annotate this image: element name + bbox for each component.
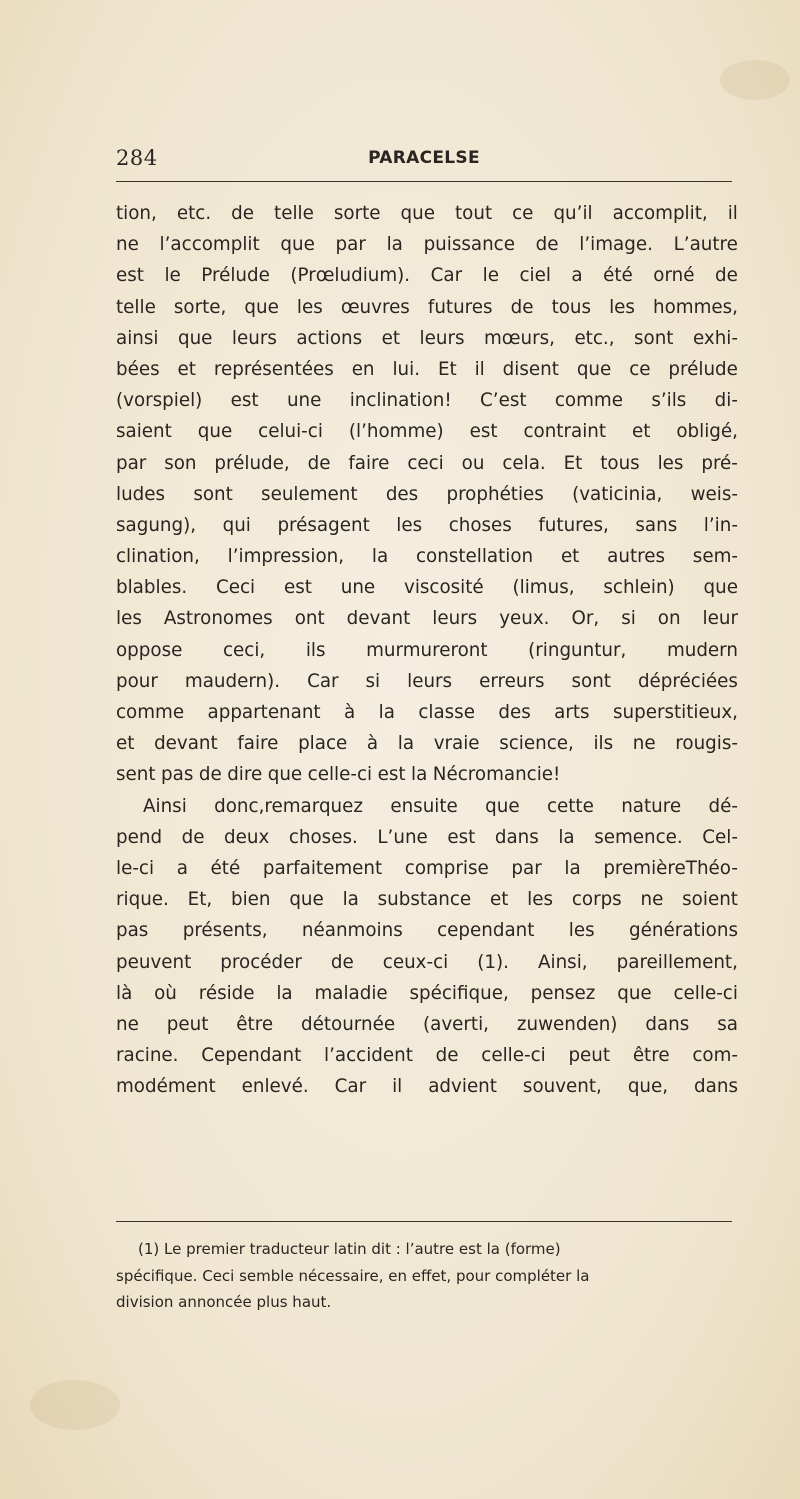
word: mudern bbox=[666, 639, 738, 661]
word: peut bbox=[568, 1045, 611, 1067]
word: ludes bbox=[116, 483, 166, 505]
word: rougis- bbox=[675, 733, 738, 755]
word: etc., bbox=[574, 327, 615, 349]
word: leurs bbox=[419, 327, 465, 349]
word: néanmoins bbox=[301, 920, 403, 942]
word: leurs bbox=[432, 608, 478, 630]
word: leur bbox=[702, 608, 738, 630]
word: celle-ci bbox=[673, 982, 738, 1004]
word: que bbox=[485, 795, 520, 817]
word: cette bbox=[546, 795, 594, 817]
word: Cependant bbox=[201, 1045, 302, 1067]
word: sans bbox=[635, 514, 678, 536]
word: été bbox=[603, 265, 633, 287]
word: erreurs bbox=[479, 670, 545, 692]
paper-stain bbox=[30, 1380, 120, 1430]
page-header bbox=[116, 146, 732, 174]
word: celle-ci bbox=[481, 1045, 546, 1067]
word: Et bbox=[563, 452, 583, 474]
text-line bbox=[116, 978, 738, 1009]
word: des bbox=[385, 483, 419, 505]
page-number: 284 bbox=[116, 146, 158, 170]
text-line bbox=[116, 198, 738, 229]
word: que bbox=[280, 234, 315, 256]
word: être bbox=[632, 1045, 670, 1067]
word: ceci, bbox=[222, 639, 266, 661]
word: de bbox=[330, 951, 354, 973]
word: les bbox=[296, 296, 323, 318]
text-line bbox=[116, 666, 738, 697]
word: (l’homme) bbox=[348, 421, 444, 443]
word: dé- bbox=[708, 795, 738, 817]
word: (Prœludium). bbox=[290, 265, 411, 287]
word: il bbox=[727, 203, 738, 224]
word: inclination! bbox=[349, 390, 452, 412]
word: ensuite bbox=[390, 795, 458, 817]
text-line bbox=[116, 479, 738, 510]
word: blables. bbox=[116, 577, 188, 599]
word: (ringuntur, bbox=[528, 639, 627, 661]
text-line bbox=[116, 884, 738, 915]
word: de bbox=[435, 1045, 459, 1067]
word: que bbox=[267, 764, 303, 786]
text-line bbox=[116, 635, 738, 666]
word: prélude, bbox=[214, 452, 290, 474]
word: bées bbox=[116, 358, 160, 380]
footnote-line: division annoncée plus haut. bbox=[116, 1293, 332, 1311]
word: et bbox=[177, 358, 196, 380]
word: exhi- bbox=[692, 327, 738, 349]
word: ce bbox=[629, 358, 651, 380]
text-line bbox=[116, 1040, 738, 1071]
word: si bbox=[365, 670, 381, 692]
text-line bbox=[116, 728, 738, 759]
word: com- bbox=[692, 1045, 738, 1067]
word: peuvent bbox=[116, 951, 192, 973]
word: la bbox=[276, 982, 293, 1004]
word: seulement bbox=[261, 483, 358, 505]
word: substance bbox=[377, 889, 472, 911]
word: dans bbox=[694, 1076, 738, 1098]
word: la bbox=[564, 857, 581, 879]
word: pas bbox=[161, 764, 194, 786]
word: comme bbox=[554, 390, 623, 412]
word: ceux-ci bbox=[382, 951, 449, 973]
word: ne bbox=[116, 1013, 139, 1035]
word: leurs bbox=[231, 327, 277, 349]
word: le-ci bbox=[116, 857, 155, 879]
word: les bbox=[116, 608, 142, 630]
word: vraie bbox=[433, 733, 480, 755]
word: œuvres bbox=[340, 296, 410, 318]
word: ou bbox=[461, 452, 485, 474]
word: ils bbox=[305, 639, 326, 661]
word: pré- bbox=[701, 452, 738, 474]
word: est bbox=[469, 421, 498, 443]
word: actions bbox=[296, 327, 363, 349]
word: est bbox=[447, 826, 476, 848]
text-line bbox=[116, 541, 738, 572]
word: ne bbox=[632, 733, 656, 755]
word: advient bbox=[428, 1076, 497, 1098]
word: présents, bbox=[182, 920, 268, 942]
text-line bbox=[116, 323, 738, 354]
word: sorte bbox=[333, 203, 381, 224]
word: ont bbox=[294, 608, 325, 630]
word: pensez bbox=[530, 982, 596, 1004]
text-line bbox=[116, 292, 738, 323]
word: classe bbox=[418, 702, 475, 723]
word: et bbox=[631, 421, 651, 443]
word: là bbox=[116, 982, 133, 1004]
word: viscosité bbox=[404, 577, 484, 599]
word: que bbox=[197, 421, 233, 443]
word: sent bbox=[116, 764, 156, 786]
word: soient bbox=[682, 889, 738, 911]
word: Car bbox=[430, 265, 463, 287]
word: obligé, bbox=[676, 421, 738, 443]
word: que bbox=[289, 889, 324, 911]
text-line bbox=[116, 697, 738, 728]
word: cependant bbox=[437, 920, 535, 942]
word: générations bbox=[629, 920, 738, 942]
header-rule bbox=[116, 181, 732, 182]
word: souvent, bbox=[522, 1076, 602, 1098]
word: la bbox=[411, 764, 428, 786]
word: par bbox=[511, 857, 542, 879]
word: parfaitement bbox=[262, 857, 383, 879]
word: les bbox=[657, 452, 684, 474]
word: qui bbox=[222, 514, 251, 536]
word: que, bbox=[627, 1076, 669, 1098]
word: C’est bbox=[480, 390, 527, 412]
word: Car bbox=[307, 670, 339, 692]
word: et bbox=[489, 889, 509, 911]
word: la bbox=[386, 234, 403, 256]
word: L’autre bbox=[673, 234, 738, 256]
word: cela. bbox=[502, 452, 546, 474]
word: premièreThéo- bbox=[603, 857, 738, 879]
word: procéder bbox=[220, 951, 302, 973]
word: tous bbox=[600, 452, 640, 474]
word: les bbox=[527, 889, 554, 911]
word: à bbox=[366, 733, 379, 755]
text-line bbox=[116, 416, 738, 447]
word: prophéties bbox=[446, 483, 544, 505]
word: sagung), bbox=[116, 514, 197, 536]
word: est bbox=[283, 577, 312, 599]
word: il bbox=[392, 1076, 403, 1098]
word: à bbox=[344, 702, 356, 723]
text-line bbox=[116, 947, 738, 978]
word: est bbox=[116, 265, 144, 287]
word: arts bbox=[554, 702, 590, 723]
word: dépréciées bbox=[637, 670, 738, 692]
word: Ainsi bbox=[143, 795, 187, 817]
word: comme bbox=[116, 702, 185, 723]
text-line bbox=[116, 822, 738, 853]
word: par bbox=[335, 234, 366, 256]
word: a bbox=[571, 265, 583, 287]
word: pend bbox=[116, 826, 163, 848]
word: sem- bbox=[692, 546, 738, 568]
word: Ainsi, bbox=[538, 951, 588, 973]
word: faire bbox=[237, 733, 279, 755]
word: de bbox=[535, 234, 559, 256]
text-line bbox=[116, 510, 738, 541]
footnote-rule bbox=[116, 1221, 732, 1222]
word: deux bbox=[224, 826, 270, 848]
word: que bbox=[177, 327, 213, 349]
word: orné bbox=[653, 265, 695, 287]
word: on bbox=[657, 608, 681, 630]
word: yeux. bbox=[499, 608, 550, 630]
word: hommes, bbox=[653, 296, 738, 318]
word: que bbox=[576, 358, 612, 380]
word: qu’il bbox=[553, 203, 593, 224]
word: devant bbox=[346, 608, 411, 630]
word: futures, bbox=[538, 514, 609, 536]
word: ils bbox=[593, 733, 614, 755]
text-line bbox=[116, 448, 738, 479]
word: saient bbox=[116, 421, 172, 443]
word: si bbox=[621, 608, 636, 630]
word: ainsi bbox=[116, 327, 159, 349]
word: weis- bbox=[690, 483, 738, 505]
word: Car bbox=[334, 1076, 367, 1098]
word: où bbox=[154, 982, 177, 1004]
word: par bbox=[116, 452, 147, 474]
word: telle bbox=[274, 203, 314, 224]
word: s’ils bbox=[651, 390, 687, 412]
word: Cel- bbox=[702, 826, 738, 848]
word: comprise bbox=[404, 857, 489, 879]
word: pour bbox=[116, 670, 158, 692]
word: nature bbox=[621, 795, 682, 817]
word: peut bbox=[166, 1013, 209, 1035]
word: science, bbox=[499, 733, 574, 755]
word: est bbox=[377, 764, 406, 786]
word: zuwenden) bbox=[516, 1013, 618, 1035]
text-line bbox=[116, 260, 738, 291]
word: réside bbox=[198, 982, 255, 1004]
word: et bbox=[560, 546, 580, 568]
word: tous bbox=[551, 296, 592, 318]
text-line bbox=[116, 915, 738, 946]
word: une bbox=[340, 577, 376, 599]
text-line bbox=[116, 229, 738, 260]
word: Astronomes bbox=[163, 608, 273, 630]
word: de bbox=[231, 203, 255, 224]
text-line bbox=[116, 1009, 738, 1040]
word: que bbox=[703, 577, 738, 599]
word: que bbox=[244, 296, 279, 318]
footnote-line: (1) Le premier traducteur latin dit : l’autre est la (forme) bbox=[138, 1240, 561, 1258]
word: di- bbox=[714, 390, 738, 412]
word: choses bbox=[448, 514, 512, 536]
word: sont bbox=[634, 327, 674, 349]
text-line bbox=[116, 1071, 738, 1102]
word: il bbox=[474, 358, 485, 380]
word: Et bbox=[437, 358, 457, 380]
word: sont bbox=[571, 670, 611, 692]
word: prélude bbox=[668, 358, 738, 380]
word: la bbox=[371, 546, 389, 568]
word: (vorspiel) bbox=[116, 390, 203, 412]
word: le bbox=[482, 265, 499, 287]
word: superstitieux, bbox=[613, 702, 738, 723]
word: son bbox=[164, 452, 197, 474]
word: L’une bbox=[377, 826, 428, 848]
word: ne bbox=[116, 234, 139, 256]
word: détournée bbox=[301, 1013, 396, 1035]
word: l’accident bbox=[324, 1045, 413, 1067]
text-line bbox=[116, 853, 738, 884]
footnote-line: spécifique. Ceci semble nécessaire, en effet, pour compléter la bbox=[116, 1266, 590, 1285]
word: et bbox=[381, 327, 401, 349]
word: de bbox=[198, 764, 222, 786]
text-line bbox=[116, 572, 738, 603]
word: sa bbox=[717, 1013, 738, 1035]
word: enlevé. bbox=[241, 1076, 309, 1098]
word: mœurs, bbox=[484, 327, 555, 349]
word: sorte, bbox=[173, 296, 227, 318]
running-title: PARACELSE bbox=[368, 148, 480, 168]
word: telle bbox=[116, 296, 156, 318]
word: l’accomplit bbox=[159, 234, 260, 256]
word: de bbox=[715, 265, 738, 287]
word: donc,remarquez bbox=[214, 795, 363, 817]
paper-stain bbox=[720, 60, 790, 100]
word: représentées bbox=[213, 358, 334, 380]
word: tout bbox=[455, 203, 493, 224]
word: choses. bbox=[288, 826, 358, 848]
word: et bbox=[116, 733, 135, 755]
word: celui-ci bbox=[258, 421, 323, 443]
word: la bbox=[397, 733, 415, 755]
word: tion, bbox=[116, 203, 157, 224]
word: des bbox=[498, 702, 531, 723]
word: clination, bbox=[116, 546, 200, 568]
word: (averti, bbox=[423, 1013, 489, 1035]
word: futures bbox=[427, 296, 493, 318]
word: disent bbox=[502, 358, 559, 380]
word: le bbox=[164, 265, 181, 287]
word: appartenant bbox=[207, 702, 321, 723]
word: ceci bbox=[407, 452, 444, 474]
word: la bbox=[378, 702, 395, 723]
word: pareillement, bbox=[616, 951, 738, 973]
word: modément bbox=[116, 1076, 216, 1098]
word: la bbox=[558, 826, 575, 848]
word: maudern). bbox=[184, 670, 281, 692]
word: oppose bbox=[116, 639, 183, 661]
word: la bbox=[342, 889, 359, 911]
word: de bbox=[181, 826, 205, 848]
word: puissance bbox=[423, 234, 515, 256]
word: (1). bbox=[477, 951, 509, 973]
word: a bbox=[176, 857, 188, 879]
word: ne bbox=[640, 889, 664, 911]
word: (vaticinia, bbox=[572, 483, 663, 505]
word: que bbox=[400, 203, 435, 224]
word: maladie bbox=[314, 982, 388, 1004]
word: corps bbox=[571, 889, 622, 911]
word: les bbox=[396, 514, 423, 536]
word: celle-ci bbox=[307, 764, 373, 786]
word: Or, bbox=[571, 608, 600, 630]
word: devant bbox=[154, 733, 218, 755]
word: sont bbox=[193, 483, 233, 505]
text-line bbox=[116, 603, 738, 634]
word: l’image. bbox=[579, 234, 653, 256]
word: les bbox=[609, 296, 635, 318]
word: l’impression, bbox=[227, 546, 345, 568]
word: rique. bbox=[116, 889, 169, 911]
text-line bbox=[116, 791, 738, 822]
word: été bbox=[210, 857, 241, 879]
word: bien bbox=[230, 889, 271, 911]
word: Nécromancie! bbox=[432, 764, 561, 786]
word: est bbox=[230, 390, 259, 412]
word: murmureront bbox=[366, 639, 488, 661]
word: (limus, bbox=[512, 577, 575, 599]
word: semence. bbox=[594, 826, 683, 848]
word: place bbox=[298, 733, 348, 755]
word: de bbox=[307, 452, 331, 474]
body-text bbox=[116, 198, 738, 1102]
word: Et, bbox=[187, 889, 213, 911]
word: les bbox=[568, 920, 595, 942]
word: ce bbox=[512, 203, 534, 224]
word: accomplit, bbox=[612, 203, 708, 224]
word: pas bbox=[116, 920, 149, 942]
text-line bbox=[116, 759, 738, 790]
text-line bbox=[116, 385, 738, 416]
word: leurs bbox=[407, 670, 453, 692]
word: dans bbox=[645, 1013, 690, 1035]
word: Prélude bbox=[201, 265, 270, 287]
word: dire bbox=[227, 764, 263, 786]
word: contraint bbox=[523, 421, 607, 443]
word: racine. bbox=[116, 1045, 179, 1067]
word: de bbox=[510, 296, 534, 318]
word: faire bbox=[348, 452, 390, 474]
word: une bbox=[286, 390, 322, 412]
word: être bbox=[236, 1013, 274, 1035]
word: constellation bbox=[415, 546, 534, 568]
text-line bbox=[116, 354, 738, 385]
word: l’in- bbox=[703, 514, 738, 536]
word: autres bbox=[607, 546, 665, 568]
footnote bbox=[116, 1236, 738, 1316]
word: que bbox=[617, 982, 652, 1004]
word: dans bbox=[494, 826, 539, 848]
word: Ceci bbox=[215, 577, 256, 599]
word: ciel bbox=[519, 265, 551, 287]
word: schlein) bbox=[603, 577, 675, 599]
word: etc. bbox=[176, 203, 212, 224]
word: spécifique, bbox=[409, 982, 509, 1004]
word: présagent bbox=[277, 514, 370, 536]
word: en bbox=[351, 358, 375, 380]
word: lui. bbox=[392, 358, 421, 380]
